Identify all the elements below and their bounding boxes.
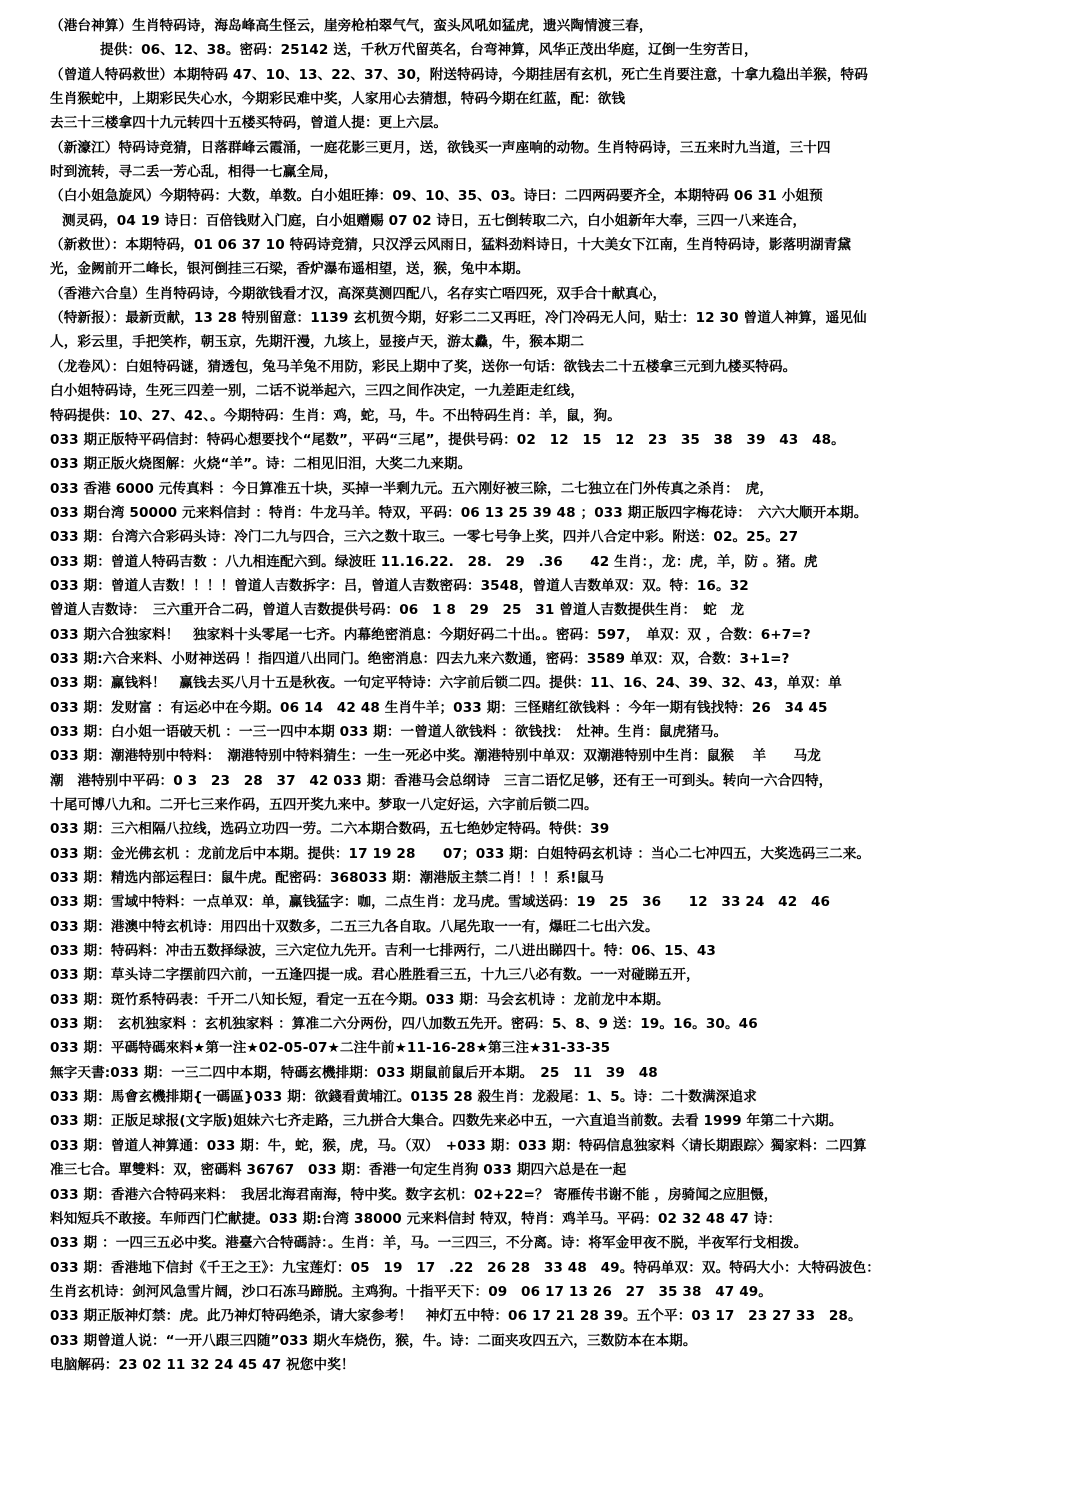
text-line: 潮 港特别中平码：0 3 23 28 37 42 033 期：香港马会总纲诗 三言二语忆足够，还有王一可到头。转向一六合四特， <box>50 772 833 789</box>
text-line: 033 期台湾 50000 元来料信封 ：特肖：牛龙马羊。特双，平码：06 13 25 39 48 ；033 期正版四字梅花诗： 六六大顺开本期。 <box>50 504 868 521</box>
text-line: （白小姐急旋风）今期特码：大数，单数。白小姐旺捧：09、10、35、03。诗曰：二四两码要齐全，本期特码 06 31 小姐预 <box>50 188 823 205</box>
text-line: 生肖玄机诗：剑河风急雪片阔，沙口石冻马蹄脱。主鸡狗。十指平天下：09 06 17 13 26 27 35 38 47 49。 <box>50 1283 772 1300</box>
text-line: 人，彩云里，手把笑柞，朝玉京，先期汗漫，九垓上，显接卢天，游太灥，牛，猴本期二 <box>50 334 585 351</box>
text-line: 提供：06、12、38。密码：25142 送，千秋万代留英名，台弯神算，风华正茂出华庭，辽倒一生穷苦日， <box>100 42 758 59</box>
text-line: 033 期六合独家料！ 独家料十头零尾一七齐。内幕绝密消息：今期好码二十出。。密码：597， 单双：双 ，合数：6+7=? <box>50 626 811 643</box>
text-line: 033 期：正版足球报(文字版)姐妹六七齐走路，三九拼合大集合。四数先来必中五，一六直追当前数。去看 1999 年第二十六期。 <box>50 1113 843 1130</box>
text-line: 033 期：斑竹系特码表：千开二八知长短，看定一五在今期。033 期：马会玄机诗 ：龙前龙中本期。 <box>50 991 670 1008</box>
text-line: 测灵码，04 19 诗日：百倍钱财入门庭，白小姐赠赐 07 02 诗日，五七倒转取二六，白小姐新年大奉，三四一八来连合， <box>62 212 807 229</box>
text-line: 033 期：草头诗二字摆前四六前，一五逢四提一成。君心胜胜看三五，十九三八必有数。一一对碰睇五开， <box>50 967 700 984</box>
text-line: （曾道人特码救世）本期特码 47、10、13、22、37、30，附送特码诗，今期挂居有玄机，死亡生肖要注意，十拿九稳出羊猴，特码 <box>50 66 868 83</box>
text-line: 033 期：馬會玄機排期{一碼區}033 期：欲錢看黄埔江。0135 28 殺生肖：龙殺尾：1、5。诗：二十数满深追求 <box>50 1089 757 1106</box>
text-line: 033 期： 玄机独家料 ：玄机独家料 ：算准二六分两份，四八加数五先开。密码：5、8、9 送：19。16。30。46 <box>50 1016 758 1033</box>
text-line: （香港六合皇）生肖特码诗，今期欲钱看才汉，高深莫测四配八，名存实亡唔四死，双手合十献真心， <box>50 285 667 302</box>
text-line <box>50 1377 1051 1401</box>
text-line: 十尾可博八九和。二开七三来作码，五四开奖九来中。梦取一八定好运，六字前后锁二四。 <box>50 797 598 813</box>
text-line: 033 期：港澳中特玄机诗：用四出十双数多，二五三九各自取。八尾先取一一有，爆旺二七出六发。 <box>50 918 659 935</box>
text-line: 033 期：曾道人吉数！！！！曾道人吉数拆字：吕，曾道人吉数密码：3548，曾道人吉数单双：双。特：16。32 <box>50 577 749 594</box>
text-line: 033 期：香港六合特码来料： 我居北海君南海，特中奖。数字玄机：02+22=？ 寄雁传书谢不能 ，房骑闻之应胆慑， <box>50 1186 778 1203</box>
text-line: 033 期正版神灯禁：虎。此乃神灯特码绝杀，请大家参考！ 神灯五中特：06 17 21 28 39。五个平：03 17 23 27 33 28。 <box>50 1308 862 1325</box>
text-line: 特码提供：10、27、42、。今期特码：生肖：鸡，蛇，马，牛。不出特码生肖：羊，鼠，狗。 <box>50 407 621 424</box>
text-line: （特新报）：最新贡献，13 28 特别留意：1139 玄机贺今期，好彩二二又再旺，冷门冷码无人问，贴士：12 30 曾道人神算，遥见仙 <box>50 310 867 327</box>
text-line: 光，金阙前开二峰长，银河倒挂三石梁，香炉瀑布遥相望，送，猴，兔中本期。 <box>50 261 530 278</box>
text-line: 033 期：特码料：冲击五数择绿波，三六定位九先开。吉利一七排两行，二八进出睇四十。特：06、15、43 <box>50 943 716 960</box>
text-line: 033 期:六合来料、小财神送码 ！指四道八出同门。绝密消息：四去九来六数通，密码：3589 单双：双，合数：3+1=? <box>50 650 790 667</box>
text-line: 033 香港 6000 元传真料 ：今日算准五十块，买掉一半剩九元。五六刚好被三除，二七独立在门外传真之杀肖： 虎， <box>50 480 774 497</box>
text-line: 033 期 ：一四三五必中奖。港臺六合特碼詩：。生肖：羊，马。一三四三，不分离。诗：将军金甲夜不脱，半夜军行戈相拨。 <box>50 1235 808 1252</box>
text-line: 033 期：香港地下信封《千王之王》：九宝莲灯：05 19 17 .22 26 28 33 48 49。特码单双：双。特码大小：大特码波色： <box>50 1259 880 1276</box>
text-line <box>50 1402 1051 1426</box>
text-line: 無字天書:033 期：一三二四中本期，特碼玄機排期：033 期鼠前鼠后开本期。 25 11 39 48 <box>50 1064 658 1081</box>
text-line: 033 期：赢钱料！ 赢钱去买八月十五是秋夜。一句定平特诗：六字前后锁二四。提供：11、16、24、39、32、43，单双：单 <box>50 675 842 692</box>
text-line: 033 期：金光佛玄机 ：龙前龙后中本期。提供：17 19 28 07；033 期：白姐特码玄机诗 ：当心二七冲四五，大奖选码三二来。 <box>50 845 871 862</box>
text-line: （新救世）：本期特码，01 06 37 10 特码诗竞猜，只汉浮云风雨日，猛料劲料诗日，十大美女下江南，生肖特码诗，影落明湖青黛 <box>50 237 852 254</box>
text-line: （龙卷风）：白姐特码谜，猜透包，兔马羊兔不用防，彩民上期中了奖，送你一句话：欲钱去二十五楼拿三元到九楼买特码。 <box>50 358 797 375</box>
text-line: 电脑解码：23 02 11 32 24 45 47 祝您中奖！ <box>50 1356 355 1373</box>
text-line: 033 期：潮港特别中特料： 潮港特别中特料猜生：一生一死必中奖。潮港特别中单双：双潮港特别中生肖：鼠猴 羊 马龙 <box>50 748 821 765</box>
text-line: 033 期：发财富 ：有运必中在今期。06 14 42 48 生肖牛羊；033 期：三怪赌红欲钱料 ：今年一期有钱找特：26 34 45 <box>50 699 828 716</box>
text-line <box>50 1426 1051 1450</box>
text-line: 033 期：台湾六合彩码头诗：冷门二九与四合，三六之数十取三。一零七号争上奖，四并八合定中彩。附送：02。25。27 <box>50 529 799 546</box>
text-line: 准三七合。單雙料：双，密碼料 36767 033 期：香港一句定生肖狗 033 期四六总是在一起 <box>50 1162 627 1179</box>
text-line: 033 期正版特平码信封：特码心想要找个“尾数”，平码“三尾”，提供号码：02 12 15 12 23 35 38 39 43 48。 <box>50 431 845 448</box>
text-line: 033 期：雪域中特料：一点单双：单，赢钱猛字：咖，二点生肖：龙马虎。雪域送码：19 25 36 12 33 24 42 46 <box>50 894 831 911</box>
text-line: 033 期：白小姐一语破天机 ：一三一四中本期 033 期：一曾道人欲钱料 ：欲钱找： 灶神。生肖：鼠虎猪马。 <box>50 723 728 740</box>
text-line: 曾道人吉数诗： 三六重开合二码，曾道人吉数提供号码：06 1 8 29 25 31 曾道人吉数提供生肖： 蛇 龙 <box>50 602 745 619</box>
text-line: （港台神算）生肖特码诗，海岛峰高生怪云，崖旁枪柏翠气气，蛮头风吼如猛虎，遗兴陶情渡三春， <box>50 18 653 34</box>
text-line: 033 期：平碼特碼來料★第一注★02-05-07★二注牛前★11-16-28★第三注★31-33-35 <box>50 1040 611 1057</box>
text-line: 料知短兵不敢接。车师西门伫献捷。033 期:台湾 38000 元来料信封 特双，特肖：鸡羊马。平码：02 32 48 47 诗： <box>50 1210 782 1227</box>
text-lines <box>50 14 1051 1475</box>
text-line: （新濠江）特码诗竞猜，日落群峰云霞涌，一庭花影三更月，送，欲钱买一声座响的动物。生肖特码诗，三五来时九当道，三十四 <box>50 139 831 156</box>
text-line: 033 期：三六相隔八拉线，选码立功四一劳。二六本期合数码，五七绝妙定特码。特供：39 <box>50 821 610 838</box>
text-line: 033 期正版火烧图解：火烧“羊”。诗：二相见旧泪，大奖二九来期。 <box>50 456 472 473</box>
text-line: 033 期曾道人说：“一开八跟三四随”033 期火车烧伤，猴，牛。诗：二面夹攻四五六，三数防本在本期。 <box>50 1332 697 1349</box>
text-line: 时到流转，寻二丢一芳心乱，相得一七赢全局， <box>50 164 338 181</box>
text-line: 033 期：精选内部运程曰：鼠牛虎。配密码：368033 期：潮港版主禁二肖！！！系!鼠马 <box>50 870 604 887</box>
text-line: 033 期：曾道人神算通：033 期：牛，蛇，猴，虎，马。（双） +033 期：033 期：特码信息独家料〈请长期跟踪〉獨家料：二四算 <box>50 1137 867 1154</box>
text-line: 生肖猴蛇中，上期彩民失心水，今期彩民难中奖，人家用心去猜想，特码今期在红蓝，配：欲钱 <box>50 91 626 108</box>
text-line <box>50 1450 1051 1474</box>
text-line: 白小姐特码诗，生死三四差一别，二话不说举起六，三四之间作决定，一九差距走红线， <box>50 383 585 400</box>
text-line: 033 期：曾道人特码吉数 ：八九相连配六到。绿波旺 11.16.22. 28. 29 .36 42 生肖：，龙：虎，羊，防 。猪。虎 <box>50 553 818 570</box>
text-line: 去三十三楼拿四十九元转四十五楼买特码，曾道人提：更上六层。 <box>50 115 448 132</box>
